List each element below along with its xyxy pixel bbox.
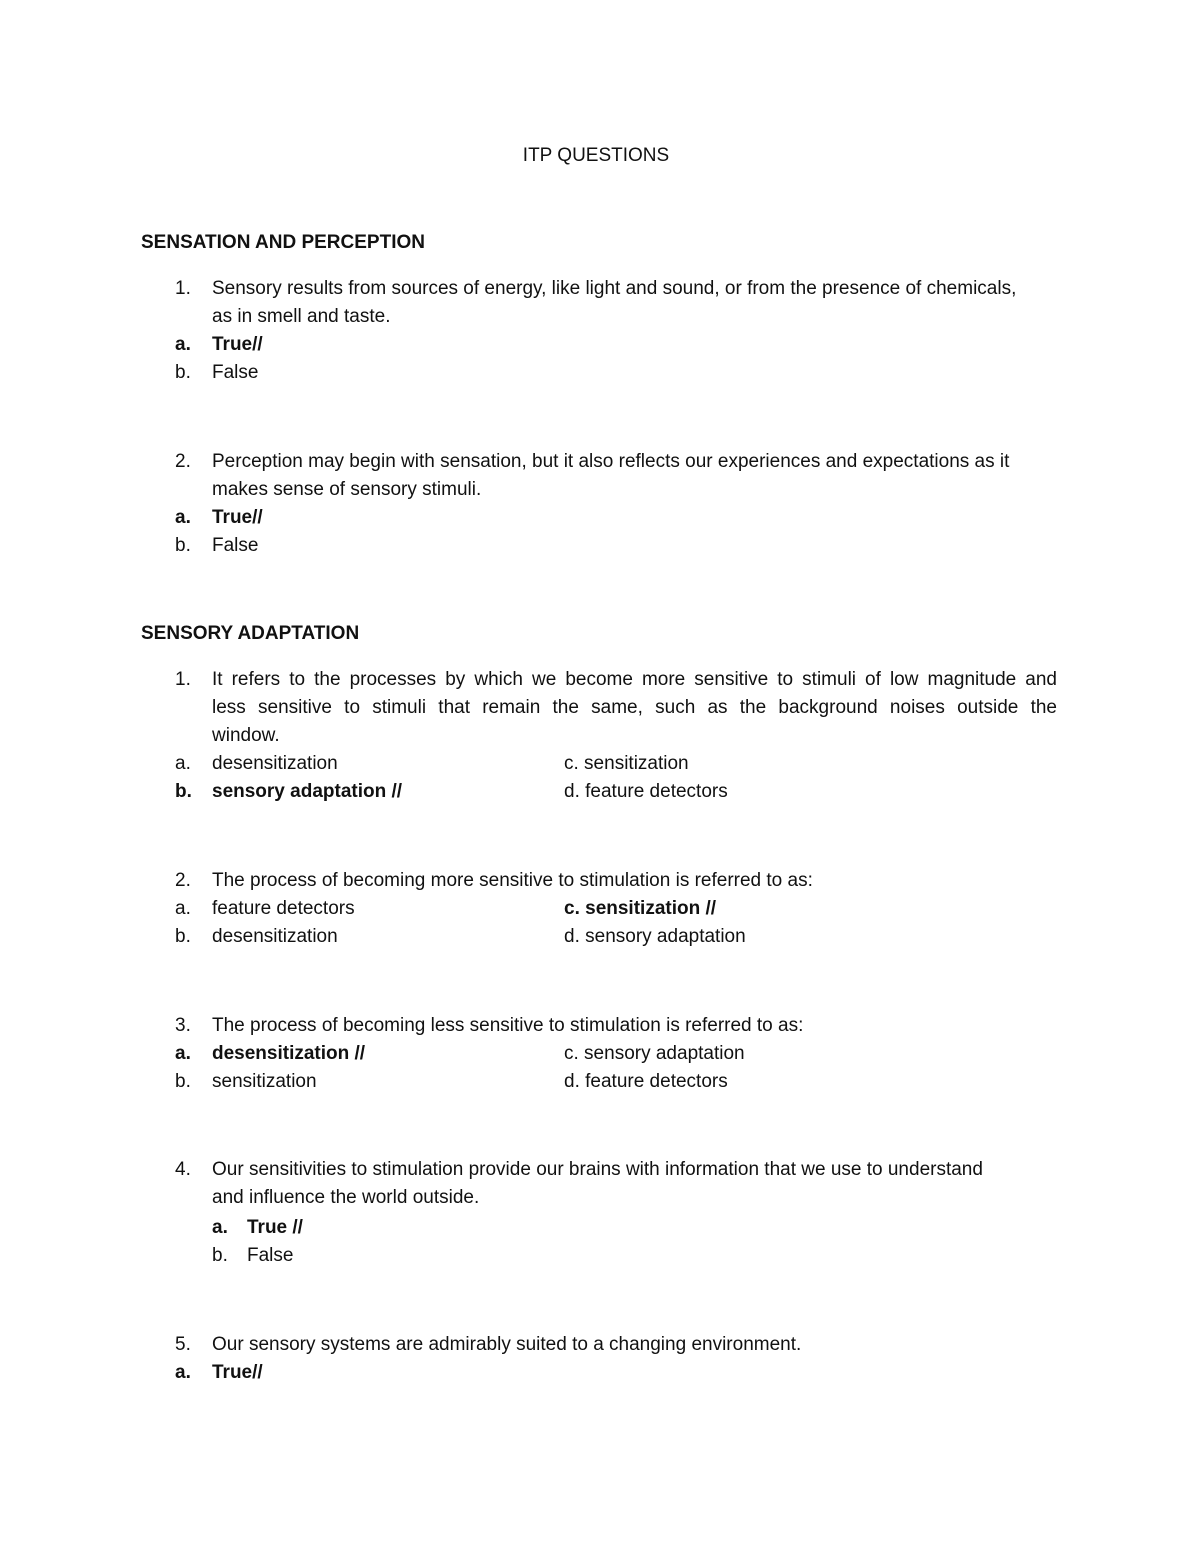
option-answer-correct: sensory adaptation // [212,781,403,802]
question-text: window. [212,725,280,746]
document-title: ITP QUESTIONS [522,145,670,166]
question-text: It refers to the processes by which we become more sensitive to stimuli of low magnitude and [212,669,1057,690]
option-text: d. feature detectors [564,781,728,802]
question-number: 1. [175,669,191,690]
option-letter: b. [175,362,191,383]
question-number: 2. [175,870,191,891]
question-text: The process of becoming less sensitive to stimulation is referred to as: [212,1015,804,1036]
option-text: False [247,1245,294,1266]
option-text: False [212,362,259,383]
question-text: Our sensory systems are admirably suited to a changing environment. [212,1334,802,1355]
question-text: and influence the world outside. [212,1187,480,1208]
option-text: desensitization [212,926,338,947]
option-text: c. sensitization [564,753,689,774]
option-letter: b. [175,535,191,556]
option-answer-correct: desensitization // [212,1043,366,1064]
question-text: as in smell and taste. [212,306,391,327]
question-number: 2. [175,451,191,472]
option-text: d. sensory adaptation [564,926,746,947]
option-text: c. sensory adaptation [564,1043,745,1064]
option-answer-correct: True // [247,1217,303,1238]
option-letter: a. [175,334,191,355]
option-answer-correct: True// [212,334,263,355]
option-answer-correct: True// [212,507,263,528]
question-number: 3. [175,1015,191,1036]
option-letter: a. [212,1217,228,1238]
option-text: d. feature detectors [564,1071,728,1092]
option-letter: a. [175,898,191,919]
question-text: makes sense of sensory stimuli. [212,479,482,500]
option-text: sensitization [212,1071,317,1092]
option-letter: b. [175,781,192,802]
question-text: Sensory results from sources of energy, like light and sound, or from the presence of chemicals, [212,278,1017,299]
option-letter: b. [175,926,191,947]
question-text: The process of becoming more sensitive to stimulation is referred to as: [212,870,813,891]
section-heading-sensation-perception: SENSATION AND PERCEPTION [141,232,425,253]
option-text: False [212,535,259,556]
option-letter: b. [175,1071,191,1092]
option-answer-correct: c. sensitization // [564,898,717,919]
question-number: 5. [175,1334,191,1355]
option-text: feature detectors [212,898,355,919]
question-text: less sensitive to stimuli that remain the same, such as the background noises outside the [212,697,1057,718]
option-answer-correct: True// [212,1362,263,1383]
question-text: Perception may begin with sensation, but it also reflects our experiences and expectations as it [212,451,1010,472]
option-text: desensitization [212,753,338,774]
option-letter: b. [212,1245,228,1266]
question-text: Our sensitivities to stimulation provide our brains with information that we use to understand [212,1159,983,1180]
section-heading-sensory-adaptation: SENSORY ADAPTATION [141,623,360,644]
question-number: 1. [175,278,191,299]
option-letter: a. [175,507,191,528]
option-letter: a. [175,753,191,774]
option-letter: a. [175,1362,191,1383]
question-number: 4. [175,1159,191,1180]
option-letter: a. [175,1043,191,1064]
